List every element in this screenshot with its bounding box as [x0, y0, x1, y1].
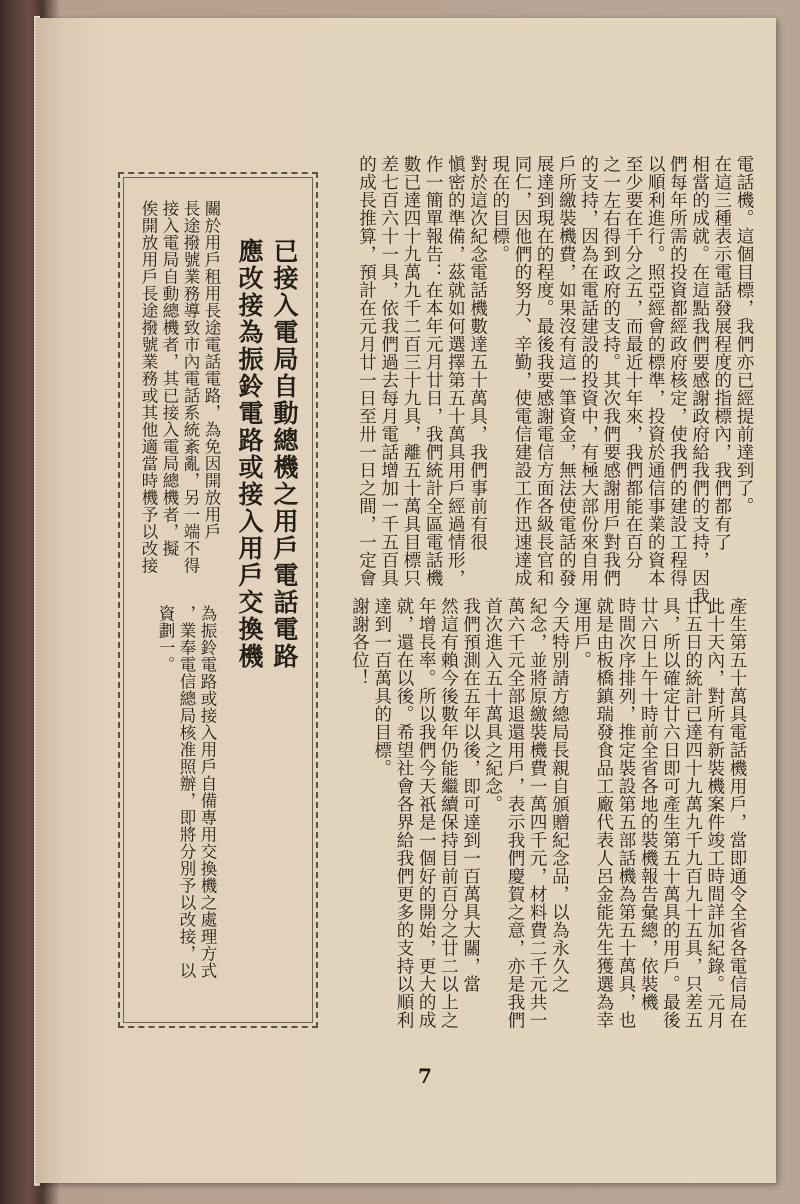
text-line: 關於用戶租用長途電話電路，為免因開放用戶 — [202, 200, 221, 540]
text-line: 同仁，因他們的努力、辛勤，使電信建設工作迅速達成 — [511, 155, 532, 587]
text-line: 對於這次紀念電話機數達五十萬具，我們事前有很 — [467, 155, 488, 551]
text-line: 年增長率。所以我們今天祇是一個好的開始，更大的成 — [416, 597, 437, 1029]
text-line: 在這三種表示電話發展程度的指標內，我們都有了 — [711, 155, 732, 551]
text-line: 戶所繳裝機費，如果沒有這一筆資金，無法使電話的發 — [556, 155, 577, 587]
text-line: 運用戶。 — [571, 597, 592, 669]
article-lower-column — [349, 597, 748, 1065]
notice-body-continued — [126, 605, 218, 979]
text-line: 差七百六十一具，依我們過去每月電話增加一千五百具 — [378, 155, 399, 587]
text-line: 然這有賴今後數年仍能繼續保持目前百分之廿二以上之 — [438, 597, 459, 1029]
text-line: 紀念，並將原繳裝機費一萬四千元，材料費二千元共一 — [527, 597, 548, 1029]
text-line: 們每年所需的投資都經政府核定，使我們的建設工程得 — [667, 155, 688, 587]
text-line: 此十天內，對所有新裝機案件竣工時間詳加紀錄。元月 — [704, 597, 725, 1029]
text-line: 產生第五十萬具電話機用戶，當即通令全省各電信局在 — [727, 597, 747, 1029]
text-line: 具，所以確定廿六日即可產生第五十萬具的用戶。最後 — [660, 597, 681, 1029]
text-line: 數已達四十九萬九千二百三十九具，離五十萬具目標只 — [400, 155, 421, 587]
text-line: 展達到現在的程度。最後我要感謝電信方面各級長官和 — [534, 155, 555, 587]
text-line: ，業奉電信總局核准照辦，即將分別予以改接，以 — [177, 605, 196, 979]
text-line: 應改接為振鈴電路或接入用戶交換機 — [235, 238, 264, 670]
text-line: 俟開放用戶長途撥號業務或其他適當時機予以改接 — [139, 200, 158, 574]
notice-title — [232, 238, 302, 708]
text-line: 現在的目標。 — [489, 155, 510, 263]
article-upper-column — [355, 155, 755, 605]
text-line: 謝謝各位！ — [349, 597, 370, 687]
text-line: 首次進入五十萬具之紀念。 — [482, 597, 503, 813]
text-line: 就，還在以後。希望社會各界給我們更多的支持以順利 — [393, 597, 414, 1029]
text-line: 達到一百萬具的目標。 — [371, 597, 392, 777]
text-line: 廿五日的統計已達四十九萬九千九百九十五具，只差五 — [682, 597, 703, 1029]
text-line: 電話機。這個目標，我們亦已經提前達到了。 — [734, 155, 754, 515]
text-line: 就是由板橋鎮瑞發食品工廠代表人呂金能先生獲選為幸 — [593, 597, 614, 1029]
text-line: 之一左右得到政府的支持。其次我們要感謝用戶對我們 — [600, 155, 621, 587]
text-line: 至少要在千分之五，而最近十年來，我們都能在百分 — [622, 155, 643, 569]
text-line: 已接入電局自動總機之用戶電話電路 — [270, 238, 299, 670]
text-line: 作一簡單報告：在本年元月廿日，我們統計全區電話機 — [423, 155, 444, 587]
text-line: 時間次序排列，推定裝設第五部話機為第五十萬具，也 — [615, 597, 636, 1029]
text-line: 長途撥號業務導致市內電話系統紊亂，另一端不得 — [181, 200, 200, 574]
text-line: 相當的成就。在這點我們要感謝政府給我們的支持，因我 — [689, 155, 710, 605]
text-line: 我們預測在五年以後，即可達到一百萬具大關，當 — [460, 597, 481, 993]
notice-body — [112, 200, 222, 620]
text-line: 為振鈴電路或接入用戶自備專用交換機之處理方式 — [198, 605, 217, 979]
text-line: 廿六日上午十時前全省各地的裝機報告彙總，依裝機 — [638, 597, 659, 1011]
text-line: 資劃一。 — [156, 605, 175, 673]
text-line: 萬六千元全部退還用戶，表示我們慶賀之意，亦是我們 — [504, 597, 525, 1029]
text-line: 的支持，因為在電話建設的投資中，有極大部份來自用 — [578, 155, 599, 587]
text-line: 的成長推算，預計在元月廿一日至卅一日之間，一定會 — [356, 155, 377, 587]
page-number: 7 — [418, 1064, 432, 1088]
text-line: 接入電局自動總機者，其已接入電局總機者，擬 — [160, 200, 179, 557]
text-line: 愼密的準備，茲就如何選擇第五十萬具用戶經過情形， — [445, 155, 466, 587]
text-line: 以順利進行。照亞經會的標準，投資於通信事業的資本 — [645, 155, 666, 587]
text-line: 今天特別請方總局長親自頒贈紀念品，以為永久之 — [549, 597, 570, 993]
